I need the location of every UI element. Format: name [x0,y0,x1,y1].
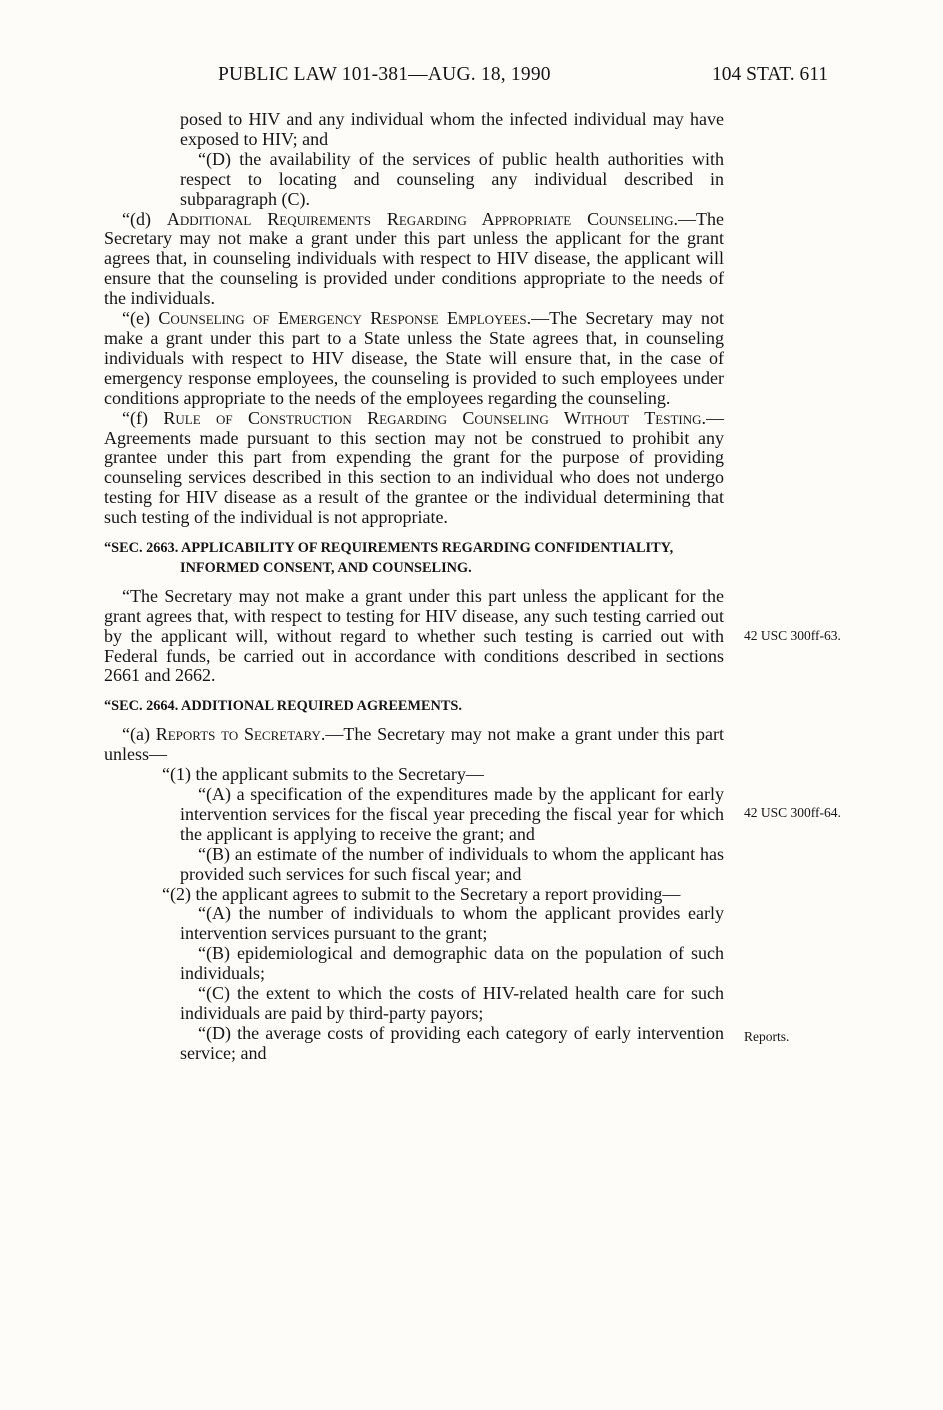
paragraph-a1-B: “(B) an estimate of the number of individuals to whom the applicant has provided such services for such fiscal year; and [180,843,724,884]
paragraph-a2-A: “(A) the number of individuals to whom the applicant provides early intervention services pursuant to the grant; [180,903,724,944]
margin-note-reports: Reports. [744,1029,790,1044]
subsection-d: “(d) Additional Requirements Regarding Appropriate Counseling.—The Secretary may not make a grant under this part unless the applicant for the grant agrees that, in counseling individuals with respect to HIV disease, the applicant will ensure that the counseling is provided under conditions appropriate to the needs of the individuals. [104,208,724,309]
subsection-f-heading: Rule of Construction Regarding Counseling Without Testing. [163,407,706,428]
subsection-a: “(a) Reports to Secretary.—The Secretary may not make a grant under this part unless— [104,724,725,765]
stat-page-number: 104 STAT. 611 [712,64,828,85]
paragraph-a2: “(2) the applicant agrees to submit to the Secretary a report providing— [162,883,681,904]
margin-note-usc-63: 42 USC 300ff-63. [744,628,841,643]
paragraph-a1: “(1) the applicant submits to the Secretary— [162,764,484,785]
subsection-e-heading: Counseling of Emergency Response Employees. [158,308,532,329]
header-title: PUBLIC LAW 101-381—AUG. 18, 1990 [218,64,551,85]
subsection-f: “(f) Rule of Construction Regarding Counseling Without Testing.—Agreements made pursuant to this section may not be construed to prohibit any grantee under this part from expending the grant for the purpose of providing counseling services described in this section to an individual who does not undergo testing for HIV disease as a result of the grantee or the individual determining that such testing of the individual is not appropriate. [104,407,724,528]
paragraph-D: “(D) the availability of the services of public health authorities with respect to locating and counseling any individual described in subparagraph (C). [180,148,724,209]
section-2663-heading: “SEC. 2663. APPLICABILITY OF REQUIREMENTS REGARDING CONFIDENTIALITY, INFORMED CONSENT, AND COUNSELING. [104,540,674,576]
running-header [0,64,943,88]
paragraph-c-continued: posed to HIV and any individual whom the infected individual may have exposed to HIV; and [180,109,724,149]
subsection-a-heading: Reports to Secretary. [155,724,326,745]
body-text [104,110,724,1064]
subsection-d-heading: Additional Requirements Regarding Appropriate Counseling. [166,208,679,229]
paragraph-a2-B: “(B) epidemiological and demographic data on the population of such individuals; [180,943,724,984]
subsection-e: “(e) Counseling of Emergency Response Employees.—The Secretary may not make a grant under this part to a State unless the State agrees that, in counseling individuals with respect to HIV disease, the State will ensure that, in the case of emergency response employees, the counseling is provided to such employees under conditions appropriate to the needs of the employees regarding the counseling. [104,308,725,408]
margin-note-usc-64: 42 USC 300ff-64. [744,805,841,820]
section-2664-heading: “SEC. 2664. ADDITIONAL REQUIRED AGREEMENTS. [104,698,462,715]
paragraph-a2-D: “(D) the average costs of providing each category of early intervention service; and [180,1022,724,1063]
paragraph-a1-A: “(A) a specification of the expenditures made by the applicant for early intervention services for the fiscal year preceding the fiscal year for which the applicant is applying to receive the grant; and [180,784,724,844]
paragraph-a2-C: “(C) the extent to which the costs of HIV-related health care for such individuals are paid by third-party payors; [180,983,724,1023]
section-2663-text: “The Secretary may not make a grant under this part unless the applicant for the grant agrees that, with respect to testing for HIV disease, any such testing carried out by the applicant will, without regard to whether such testing is carried out with Federal funds, be carried out in accordance with conditions described in sections 2661 and 2662. [104,585,724,686]
